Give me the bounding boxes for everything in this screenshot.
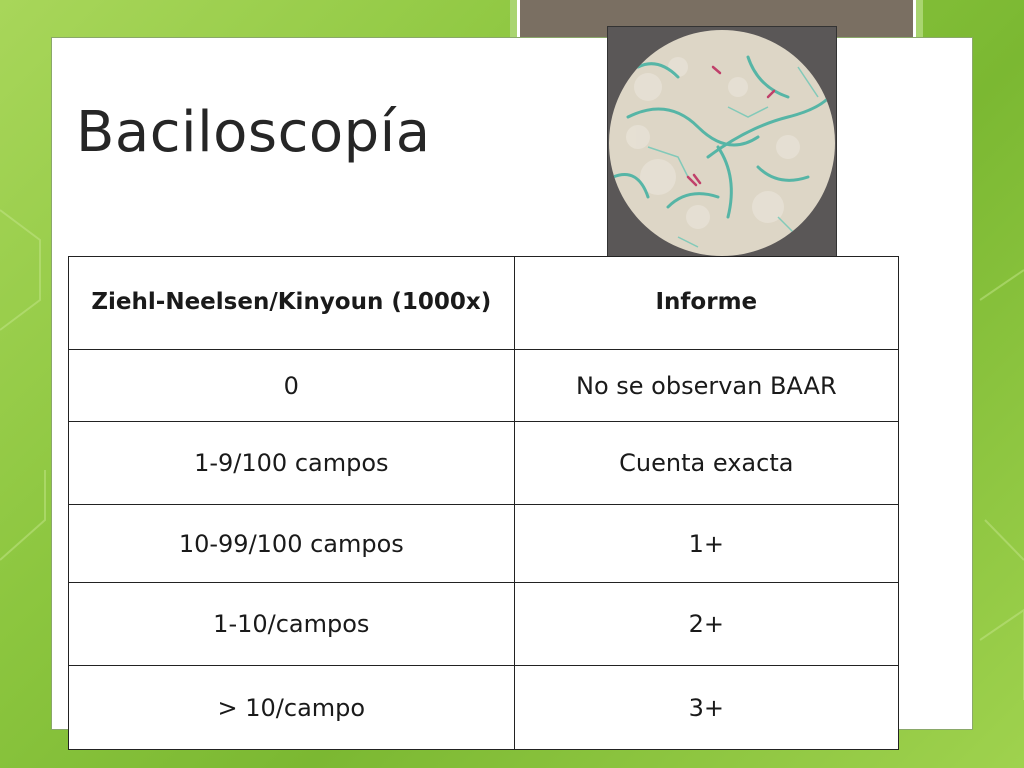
header-method: Ziehl-Neelsen/Kinyoun (1000x): [69, 257, 515, 350]
table-row: [69, 505, 899, 583]
cell-count: 0: [69, 350, 515, 422]
header-report: Informe: [514, 257, 898, 350]
table-row: [69, 583, 899, 666]
cell-count: 1-10/campos: [69, 583, 515, 666]
microscopy-image-icon: [607, 26, 837, 258]
cell-report: 1+: [514, 505, 898, 583]
cell-report: No se observan BAAR: [514, 350, 898, 422]
cell-report: 2+: [514, 583, 898, 666]
table-row: [69, 350, 899, 422]
cell-count: > 10/campo: [69, 666, 515, 750]
cell-report: Cuenta exacta: [514, 422, 898, 505]
cell-report: 3+: [514, 666, 898, 750]
slide-title: Baciloscopía: [76, 100, 431, 165]
cell-count: 10-99/100 campos: [69, 505, 515, 583]
table-header-row: [69, 257, 899, 350]
results-table: [68, 256, 899, 750]
cell-count: 1-9/100 campos: [69, 422, 515, 505]
table-row: [69, 666, 899, 750]
table-row: [69, 422, 899, 505]
